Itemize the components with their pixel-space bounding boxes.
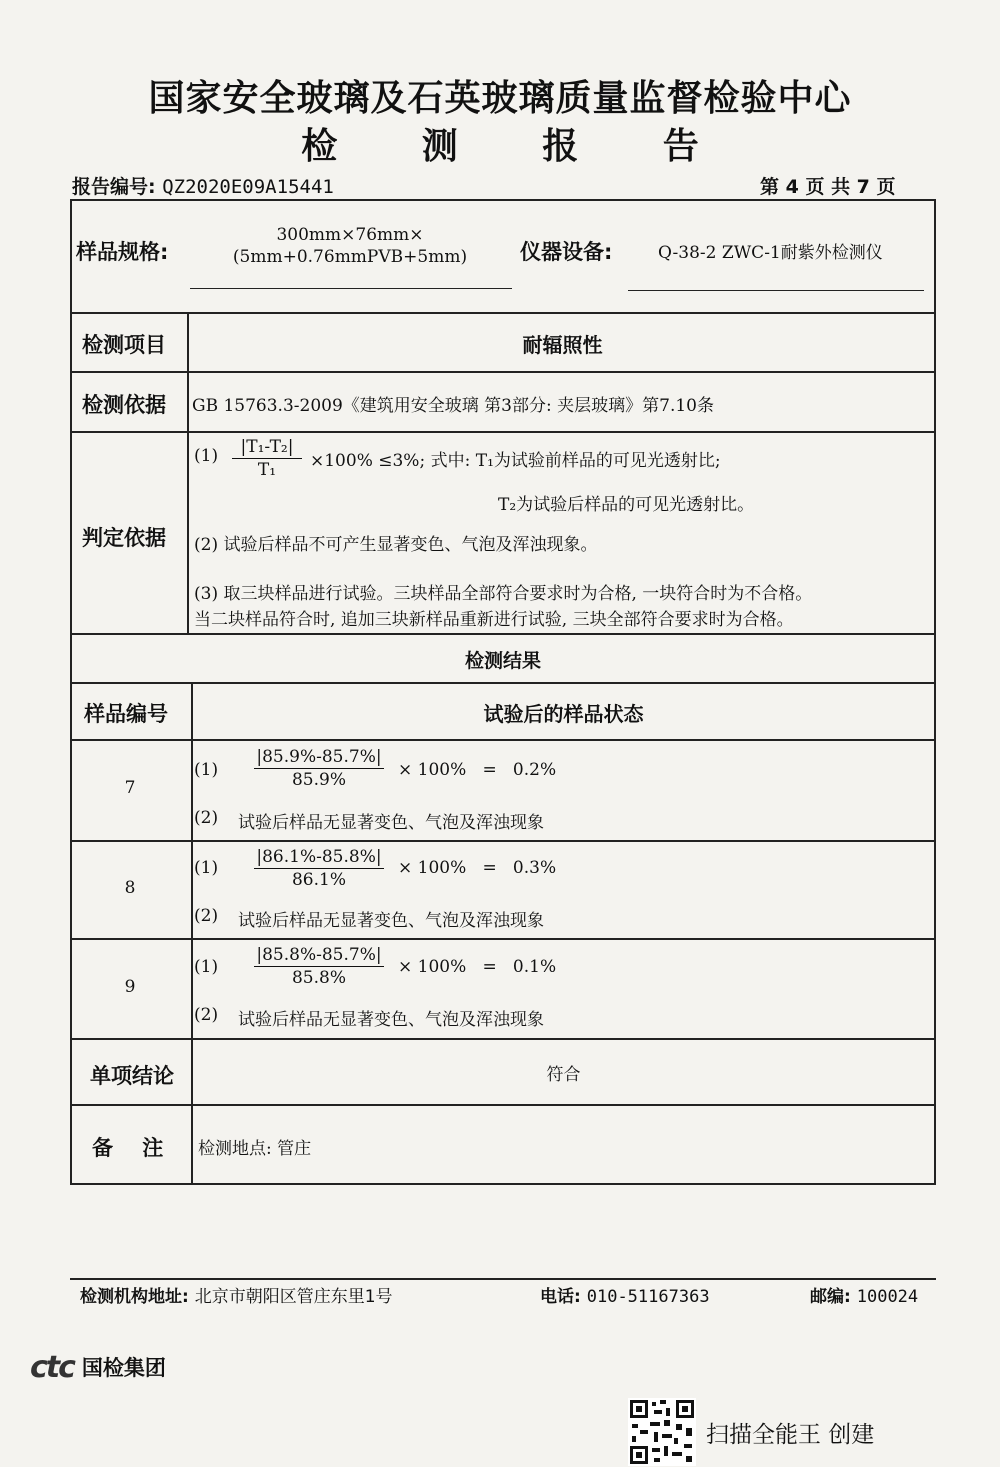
sample-number: 9 [124, 977, 136, 997]
sample-result: × 100% = 0.3% [398, 858, 557, 878]
col-divider [191, 682, 193, 1185]
results-title: 检测结果 [464, 650, 541, 672]
sample-item-2-prefix: (2) [194, 1005, 219, 1025]
row-divider [70, 840, 936, 842]
criteria-3-line-1: (3) 取三块样品进行试验。三块样品全部符合要求时为合格, 一块符合时为不合格。 [194, 584, 813, 604]
sample-result: × 100% = 0.1% [398, 957, 557, 977]
zip-value: 100024 [856, 1287, 919, 1307]
spec-line-2: (5mm+0.76mmPVB+5mm) [232, 247, 468, 267]
criteria-label: 判定依据 [82, 526, 166, 550]
equipment-value: Q-38-2 ZWC-1耐紫外检测仪 [658, 243, 883, 263]
phone [540, 1282, 710, 1307]
sample-number: 8 [124, 878, 136, 898]
address [80, 1282, 393, 1307]
address-value: 北京市朝阳区管庄东里1号 [194, 1287, 393, 1307]
criteria-2: (2) 试验后样品不可产生显著变色、气泡及浑浊现象。 [194, 535, 598, 555]
row-divider [70, 633, 936, 635]
spec-line-1: 300mm×76mm× [276, 225, 424, 245]
sample-note: 试验后样品无显著变色、气泡及浑浊现象 [238, 813, 544, 833]
zip-label: 邮编: [810, 1287, 851, 1307]
report-number-value: QZ2020E09A15441 [162, 176, 334, 198]
equipment-label: 仪器设备: [520, 240, 613, 264]
sample-item-1-prefix: (1) [194, 760, 219, 780]
sample-numerator: |85.8%-85.7%| [254, 944, 384, 967]
row-divider [70, 1038, 936, 1040]
doc-title: 检 测 报 告 [301, 126, 735, 167]
sample-no-header: 样品编号 [84, 702, 168, 726]
sample-denominator: 85.8% [291, 968, 346, 988]
test-basis-value: GB 15763.3-2009《建筑用安全玻璃 第3部分: 夹层玻璃》第7.10条 [192, 396, 714, 416]
scanner-credit: 扫描全能王 创建 [706, 1422, 875, 1448]
row-divider [70, 312, 936, 314]
sample-item-1-prefix: (1) [194, 957, 219, 977]
sample-denominator: 86.1% [291, 870, 346, 890]
sample-item-2-prefix: (2) [194, 906, 219, 926]
conclusion-value: 符合 [546, 1065, 581, 1085]
page-info: 第 4 页 共 7 页 [760, 176, 896, 198]
criteria-1-fraction [232, 436, 302, 481]
row-divider [70, 682, 936, 684]
criteria-1-denominator: T₁ [257, 460, 277, 480]
row-divider [70, 739, 936, 741]
phone-label: 电话: [540, 1287, 581, 1307]
row-divider [70, 371, 936, 373]
sample-note: 试验后样品无显著变色、气泡及浑浊现象 [238, 1010, 544, 1030]
spec-underline [190, 288, 512, 289]
spec-value [190, 224, 510, 268]
sample-item-1-prefix: (1) [194, 858, 219, 878]
col-divider [187, 312, 189, 633]
phone-value: 010-51167363 [586, 1287, 710, 1307]
sample-state-header: 试验后的样品状态 [483, 702, 644, 726]
spec-label: 样品规格: [76, 240, 169, 264]
org-title: 国家安全玻璃及石英玻璃质量监督检验中心 [148, 78, 852, 119]
sample-numerator: |86.1%-85.8%| [254, 846, 384, 869]
sample-note: 试验后样品无显著变色、气泡及浑浊现象 [238, 911, 544, 931]
ctc-logo-text: 国检集团 [81, 1356, 166, 1380]
criteria-3-line-2: 当二块样品符合时, 追加三块新样品重新进行试验, 三块全部符合要求时为合格。 [194, 610, 794, 630]
remarks-value: 检测地点: 管庄 [198, 1139, 312, 1159]
qr-code-icon [628, 1398, 696, 1466]
sample-result: × 100% = 0.2% [398, 760, 557, 780]
sample-numerator: |85.9%-85.7%| [254, 746, 384, 769]
ctc-logo [30, 1350, 166, 1384]
test-item-label: 检测项目 [82, 333, 166, 357]
report-number-label: 报告编号: [72, 176, 156, 198]
row-divider [70, 938, 936, 940]
criteria-1-text-2: T₂为试验后样品的可见光透射比。 [498, 495, 755, 515]
test-basis-label: 检测依据 [82, 393, 166, 417]
address-label: 检测机构地址: [80, 1287, 189, 1307]
criteria-1-numerator: |T₁-T₂| [232, 436, 302, 459]
remarks-label: 备 注 [92, 1136, 164, 1160]
sample-fraction [254, 746, 384, 791]
ctc-logo-mark: ctc [30, 1349, 74, 1385]
sample-denominator: 85.9% [291, 770, 346, 790]
row-divider [70, 1104, 936, 1106]
sample-fraction [254, 846, 384, 891]
sample-fraction [254, 944, 384, 989]
sample-item-2-prefix: (2) [194, 808, 219, 828]
footer-divider [70, 1278, 936, 1280]
sample-number: 7 [124, 778, 136, 798]
conclusion-label: 单项结论 [90, 1064, 174, 1088]
report-number [72, 172, 334, 199]
criteria-1-prefix: (1) [194, 446, 219, 466]
test-item-value: 耐辐照性 [522, 333, 603, 357]
zip [810, 1282, 918, 1307]
criteria-1-text: ×100% ≤3%; 式中: T₁为试验前样品的可见光透射比; [310, 451, 721, 471]
row-divider [70, 431, 936, 433]
equipment-underline [628, 290, 924, 291]
